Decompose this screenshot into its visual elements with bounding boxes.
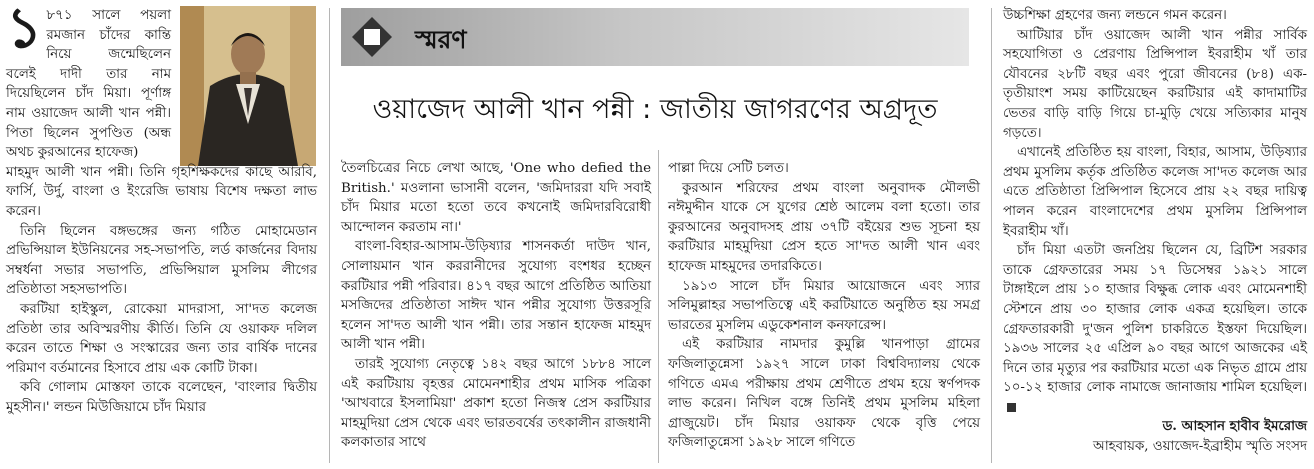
paragraph: কুরআন শরিফের প্রথম বাংলা অনুবাদক মৌলভী নঈমুদ্দীন যাকে সে যুগের শ্রেষ্ঠ আলেম বলা হতো। তার কুরআনের অনুবাদসহ প্রায় ৩৭টি বইয়ের শুভ সূচনা হয় করটিয়ার মাহমুদিয়া প্রেস হতে সা'দত আলী খান এবং হাফেজ মাহমুদের তদারকিতে।	[668, 180, 980, 274]
paragraph: এই করটিয়ার নামদার কুমুল্লি খানপাড়া গ্রামের ফজিলাতুন্নেসা ১৯২৭ সালে ঢাকা বিশ্ববিদ্যালয় থেকে গণিতে এমএ পরীক্ষায় প্রথম শ্রেণীতে প্রথম হয়ে স্বর্ণপদক লাভ করেন। নিখিল বঙ্গে তিনিই প্রথম মুসলিম মহিলা গ্রাজুয়েট। চাঁদ মিয়ার ওয়াকফ থেকে বৃত্তি পেয়ে ফজিলাতুন্নেসা ১৯২৮ সালে গণিতে	[668, 337, 980, 451]
square-end-mark	[1007, 403, 1016, 412]
column-rule	[329, 8, 330, 463]
drop-cap: ১	[6, 0, 43, 61]
lead-paragraph: ৮৭১ সালে পয়লা রমজান চাঁদের কান্তি নিয়ে জন্মেছিলেন বলেই দাদী তার নাম দিয়েছিলেন চাঁদ মিয়া। পূর্ণাঙ্গ নাম ওয়াজেদ আলী খান পন্নী। পিতা ছিলেন সুপণ্ডিত (অন্ধ অথচ কুরআনের হাফেজ)	[6, 8, 171, 161]
paragraph: মাহমুদ আলী খান পন্নী। তিনি গৃহশিক্ষকদের কাছে আরবি, ফার্সি, উর্দু, বাংলা ও ইংরেজি ভাষায় বিশেষ দক্ষতা লাভ করেন।	[6, 164, 317, 219]
paragraph: করটিয়া হাইস্কুল, রোকেয়া মাদরাসা, সা'দত কলেজ প্রতিষ্ঠা তার অবিস্মরণীয় কীর্তি। তিনি যে ওয়াকফ দলিল করেন তাতে শিক্ষা ও সংস্কারের জন্য তার বার্ষিক দানের পরিমাণ বর্তমানের হিসাবে প্রায় এক কোটি টাকা।	[6, 301, 317, 376]
paragraph: তিনি ছিলেন বঙ্গভঙ্গের জন্য গঠিত মোহামেডান প্রভিন্সিয়াল ইউনিয়নের সহ-সভাপতি, লর্ড কার্জনের বিদায় সম্বর্ধনা সভার সভাপতি, প্রভিন্সিয়াল মুসলিম লীগের প্রতিষ্ঠাতা সহসভাপতি।	[6, 223, 317, 298]
paragraph: উচ্চশিক্ষা গ্রহণের জন্য লন্ডনে গমন করেন।	[1003, 8, 1227, 23]
paragraph: কবি গোলাম মোস্তফা তাকে বলেছেন, 'বাংলার দ্বিতীয় মুহসীন।' লন্ডন মিউজিয়ামে চাঁদ মিয়ার	[6, 380, 317, 415]
section-label: স্মরণ	[415, 25, 467, 54]
diamond-outline-icon	[351, 16, 393, 58]
paragraph: তৈলচিত্রের নিচে লেখা আছে, 'One who defied the British.' মওলানা ভাসানী বলেন, 'জমিদাররা যদি সবাই চাঁদ মিয়ার মতো হতো তবে কখনোই জমিদারবিরোধী আন্দোলন করতাম না।'	[341, 161, 651, 235]
section-banner	[341, 8, 969, 66]
article-column-4	[1003, 6, 1307, 466]
article-column-2	[341, 159, 651, 466]
paragraph: তারই সুযোগ্য নেতৃত্বে ১৪২ বছর আগে ১৮৮৪ সালে এই করটিয়ায় বৃহত্তর মোমেনশাহীর প্রথম মাসিক পত্রিকা 'আখবারে ইসলামিয়া' প্রকাশ হতো নিজস্ব প্রেস করটিয়ার মাহমুদিয়া প্রেস থেকে এবং ভারতবর্ষের তৎকালীন রাজধানী কলকাতার সাথে	[341, 356, 651, 451]
paragraph: বাংলা-বিহার-আসাম-উড়িষ্যার শাসনকর্তা দাউদ খান, সোলায়মান খান কররানীদের সুযোগ্য বংশধর হচ্ছেন করটিয়ার পন্নী পরিবার। ৪১৭ বছর আগে প্রতিষ্ঠিত আতিয়া মসজিদের প্রতিষ্ঠাতা সাঈদ খান পন্নীর সুযোগ্য উত্তরসূরি হলেন সা'দত আলী খান পন্নী। তার সন্তান হাফেজ মাহমুদ আলী খান পন্নী।	[341, 239, 651, 353]
paragraph: এখানেই প্রতিষ্ঠিত হয় বাংলা, বিহার, আসাম, উড়িষ্যার প্রথম মুসলিম কর্তৃক প্রতিষ্ঠিত কলেজ সা'দত কলেজ আর এতে প্রতিষ্ঠাতা প্রিন্সিপাল হিসেবে প্রায় ২২ বছর দায়িত্ব পালন করেন বাংলাদেশের প্রথম মুসলিম প্রিন্সিপাল ইবরাহীম খাঁ।	[1003, 145, 1307, 239]
article-column-3	[668, 159, 980, 466]
paragraph: ১৯১৩ সালে চাঁদ মিয়ার আয়োজনে এবং স্যার সলিমুল্লাহর সভাপতিত্বে এই করটিয়াতে অনুষ্ঠিত হয় সমগ্র ভারতের মুসলিম এডুকেশনাল কনফারেন্স।	[668, 278, 980, 333]
paragraph: আটিয়ার চাঁদ ওয়াজেদ আলী খান পন্নীর সার্বিক সহযোগিতা ও প্রেরণায় প্রিন্সিপাল ইবরাহীম খাঁ তার যৌবনের ২৮টি বছর এবং পুরো জীবনের (৮৪) এক-তৃতীয়াংশ সময় কাটিয়েছেন করটিয়ার এই কাদামাটির ভেতর বাড়ি বাড়ি গিয়ে চা-মুড়ি খেয়ে সত্যিকার মানুষ গড়তে।	[1003, 27, 1307, 141]
author-name: ড. আহসান হাবীব ইমরোজ	[1162, 418, 1307, 435]
paragraph: চাঁদ মিয়া এতটা জনপ্রিয় ছিলেন যে, ব্রিটিশ সরকার তাকে গ্রেফতারের সময় ১৭ ডিসেম্বর ১৯২১ সালে টাঙ্গাইলে প্রায় ১০ হাজার বিক্ষুব্ধ লোক এবং মোমেনশাহী স্টেশনে প্রায় ৩০ হাজার লোক একত্র হয়েছিল। তাকে গ্রেফতারকারী দু'জন পুলিশ চাকরিতে ইস্তফা দিয়েছিল। ১৯৩৬ সালের ২৫ এপ্রিল ৯০ বছর আগে আজকের এই দিনে তার মৃত্যুর পর করটিয়ার মতো এক নিভৃত গ্রামে প্রায় ১০-১২ হাজার লোক নামাজে জানাজায় শামিল হয়েছিল।	[1003, 241, 1307, 417]
article-column-1	[6, 0, 317, 466]
column-rule	[658, 150, 659, 463]
paragraph: পাল্লা দিয়ে সেটি চলত।	[668, 161, 789, 176]
column-rule	[991, 8, 992, 463]
author-designation: আহবায়ক, ওয়াজেদ-ইব্রাহীম স্মৃতি সংসদ	[1092, 439, 1307, 455]
article-headline: ওয়াজেদ আলী খান পন্নী : জাতীয় জাগরণের অগ্রদূত	[372, 94, 938, 125]
